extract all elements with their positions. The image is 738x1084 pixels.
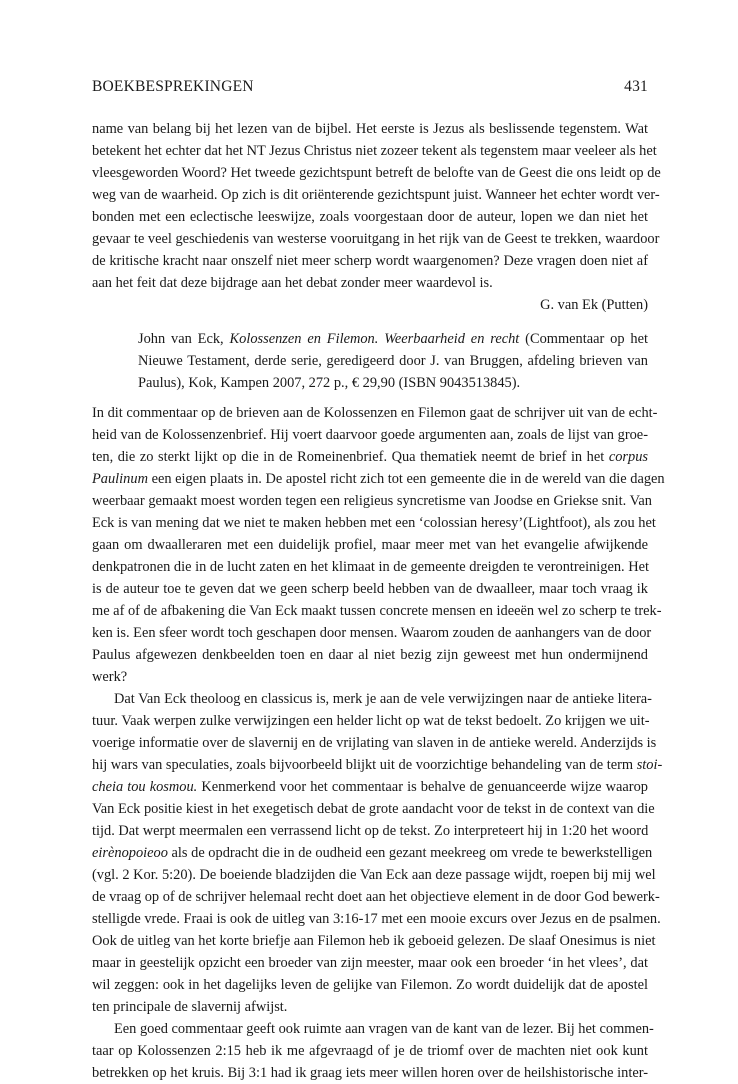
text-line: werk?	[92, 669, 128, 685]
text-line: gaan om dwaalleraren met een duidelijk profiel, maar meer met van het evangelie afwijkende	[92, 537, 648, 553]
text-line: taar op Kolossenzen 2:15 heb ik me afgevraagd of je de triomf over de machten niet ook kunt	[92, 1043, 648, 1059]
text-line: voerige informatie over de slavernij en de vrijlating van slaven in de antieke wereld. Anderzijds is	[92, 735, 657, 751]
text-line: bonden met een eclectische leeswijze, zoals voorgestaan door de auteur, lopen we dan niet het	[92, 209, 648, 225]
text-line: denkpatronen die in de lucht zaten en het klimaat in de gemeente dreigden te verontreinigen. Het	[92, 559, 650, 575]
text-line: ten principale de slavernij afwijst.	[92, 999, 288, 1015]
text-line: cheia tou kosmou. Kenmerkend voor het commentaar is behalve de genuanceerde wijze waarop	[92, 779, 648, 795]
text-line: Van Eck positie kiest in het exegetisch debat de grote aandacht voor de tekst in de context van die	[92, 801, 655, 817]
text-line: de kritische kracht naar onszelf niet meer scherp wordt waargenomen? Deze vragen doen niet af	[92, 253, 648, 269]
text-line: Paulus afgewezen denkbeelden toen en daar al niet bezig zijn geweest met hun ondermijnend	[92, 647, 648, 663]
text-line: eirènopoieoo als de opdracht die in de oudheid een gezant meekreeg om vrede te bewerkstelligen	[92, 845, 653, 861]
text-line: (vgl. 2 Kor. 5:20). De boeiende bladzijden die Van Eck aan deze passage wijdt, roepen bij mij wel	[92, 867, 656, 883]
reference-line: Paulus), Kok, Kampen 2007, 272 p., € 29,90 (ISBN 9043513845).	[138, 375, 521, 391]
text-line: Dat Van Eck theoloog en classicus is, merk je aan de vele verwijzingen naar de antieke litera-	[114, 691, 652, 707]
reference-line: John van Eck, Kolossenzen en Filemon. Weerbaarheid en recht (Commentaar op het	[138, 331, 648, 347]
text-line: Een goed commentaar geeft ook ruimte aan vragen van de kant van de lezer. Bij het commen-	[114, 1021, 654, 1037]
text-line: me af of de afbakening die Van Eck maakt tussen concrete mensen en ideeën wel zo scherp te trek-	[92, 603, 662, 619]
text-line: maar in geestelijk opzicht een broeder van zijn meester, maar ook een broeder ‘in het vlees’, dat	[92, 955, 648, 971]
text-line: wil zeggen: ook in het dagelijks leven de gelijke van Filemon. Zo wordt duidelijk dat de apostel	[92, 977, 648, 993]
text-line: is de auteur toe te geven dat we geen scherp beeld hebben van de dwaalleer, maar toch vraag ik	[92, 581, 648, 597]
text-line: betrekken op het kruis. Bij 3:1 had ik graag iets meer willen horen over de heilshistorische inter-	[92, 1065, 648, 1081]
text-line: Ook de uitleg van het korte briefje aan Filemon heb ik geboeid gelezen. De slaaf Onesimus is niet	[92, 933, 656, 949]
text-line: Eck is van mening dat we niet te maken hebben met een ‘colossian heresy’(Lightfoot), als zou het	[92, 515, 656, 531]
reviewer-signature: G. van Ek (Putten)	[540, 297, 648, 313]
text-line: In dit commentaar op de brieven aan de Kolossenzen en Filemon gaat de schrijver uit van de echt-	[92, 405, 658, 421]
text-line: heid van de Kolossenzenbrief. Hij voert daarvoor goede argumenten aan, zoals de lijst van groe-	[92, 427, 648, 443]
text-line: betekent het echter dat het NT Jezus Christus niet zozeer tekent als tegenstem maar veeleer als het	[92, 143, 657, 159]
text-line: weg van de waarheid. Op zich is dit oriënterende gezichtspunt juist. Wanneer het echter wordt ver-	[92, 187, 660, 203]
text-line: de vraag op of de schrijver helemaal recht doet aan het objectieve element in de door God bewerk-	[92, 889, 660, 905]
text-line: name van belang bij het lezen van de bijbel. Het eerste is Jezus als beslissende tegenstem. Wat	[92, 121, 648, 137]
text-line: hij wars van speculaties, zoals bijvoorbeeld blijkt uit de voorzichtige behandeling van de term stoi-	[92, 757, 663, 773]
text-line: weerbaar gemaakt moest worden tegen een religieus syncretisme van Joodse en Griekse snit. Van	[92, 493, 652, 509]
text-line: ten, die zo sterkt lijkt op die in de Romeinenbrief. Qua thematiek neemt de brief in het corpus	[92, 449, 648, 465]
text-line: aan het feit dat deze bijdrage aan het debat zonder meer waardevol is.	[92, 275, 493, 291]
text-line: stelligde vrede. Fraai is ook de uitleg van 3:16-17 met een mooie excurs over Jezus en de psalmen.	[92, 911, 661, 927]
text-line: tijd. Dat werpt meermalen een verrassend licht op de tekst. Zo interpreteert hij in 1:20 het woord	[92, 823, 649, 839]
header-title: BOEKBESPREKINGEN	[92, 78, 254, 95]
text-line: gevaar te veel geschiedenis van westerse vooruitgang in het rijk van de Geest te trekken, waardoor	[92, 231, 660, 247]
reference-line: Nieuwe Testament, derde serie, geredigeerd door J. van Bruggen, afdeling brieven van	[138, 353, 648, 369]
text-line: ken is. Een sfeer wordt toch geschapen door mensen. Waarom zouden de aanhangers van de door	[92, 625, 652, 641]
reference-author: John van Eck,	[138, 331, 224, 347]
running-header	[92, 78, 648, 100]
page-number: 431	[624, 78, 648, 95]
reference-title: Kolossenzen en Filemon. Weerbaarheid en recht	[229, 331, 520, 347]
text-line: vleesgeworden Woord? Het tweede gezichtspunt betreft de belofte van de Geest die ons leidt op de	[92, 165, 661, 181]
text-line: tuur. Vaak werpen zulke verwijzingen een helder licht op wat de tekst bedoelt. Zo krijgen we uit-	[92, 713, 650, 729]
text-line: Paulinum een eigen plaats in. De apostel richt zich tot een gemeente die in de wereld van die dagen	[92, 471, 665, 487]
